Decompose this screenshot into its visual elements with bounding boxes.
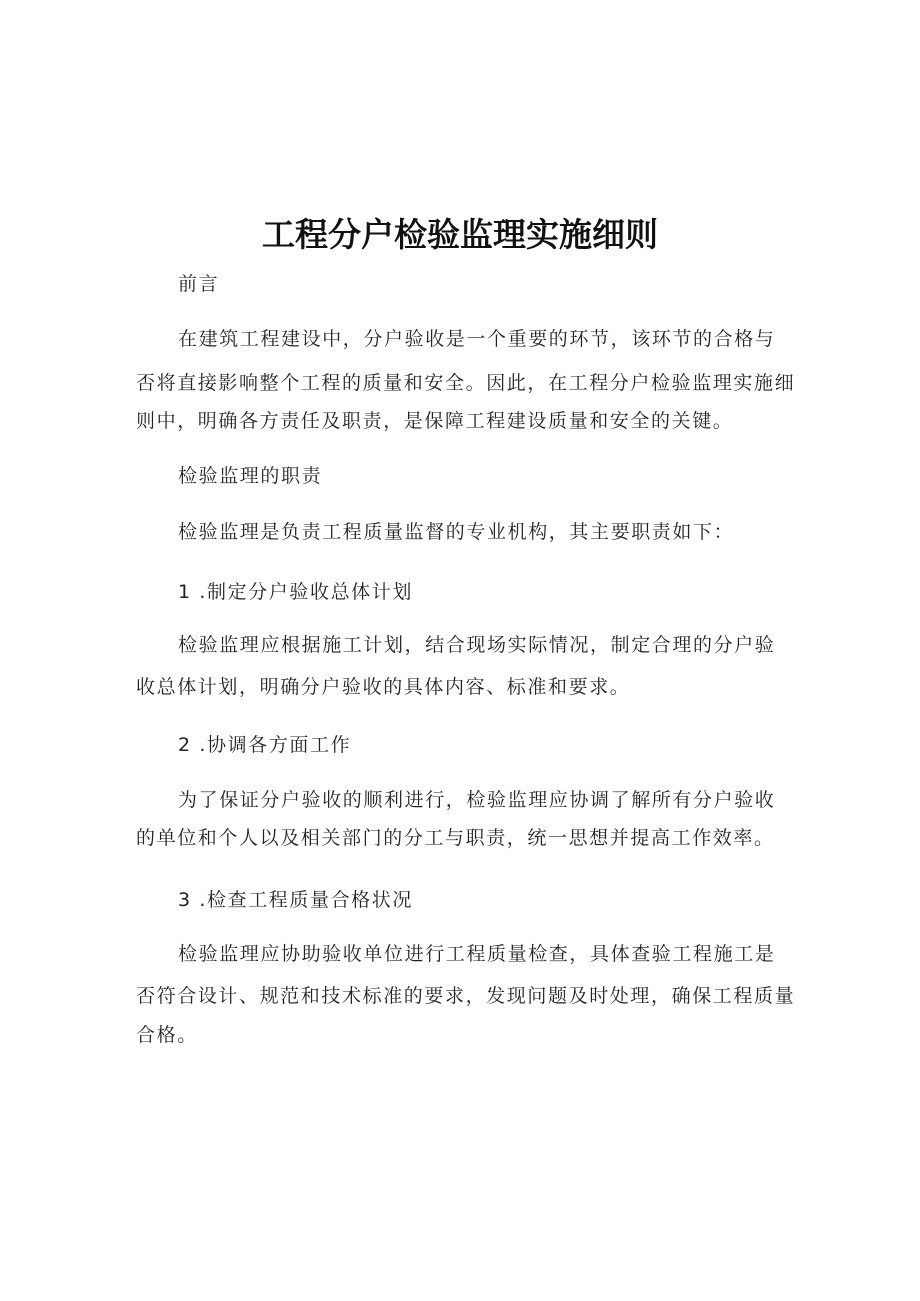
item-line: 为了保证分户验收的顺利进行，检验监理应协调了解所有分户验收 [178,789,776,811]
item-heading: 2 .协调各方面工作 [178,734,352,756]
duties-intro: 检验监理是负责工程质量监督的专业机构，其主要职责如下： [178,521,735,543]
item-line: 检验监理应根据施工计划，结合现场实际情况，制定合理的分户验 [178,634,776,656]
duties-heading: 检验监理的职责 [178,465,323,487]
preface-line: 则中，明确各方责任及职责，是保障工程建设质量和安全的关键。 [136,410,734,432]
document-title: 工程分户检验监理实施细则 [262,215,658,254]
item-heading: 1 .制定分户验收总体计划 [178,581,413,603]
preface-heading: 前言 [178,273,220,295]
item-line: 合格。 [136,1024,198,1046]
preface-line: 在建筑工程建设中，分户验收是一个重要的环节，该环节的合格与 [178,328,776,350]
item-line: 的单位和个人以及相关部门的分工与职责，统一思想并提高工作效率。 [136,827,775,849]
item-line: 否符合设计、规范和技术标准的要求，发现问题及时处理，确保工程质量 [136,985,796,1007]
item-line: 收总体计划，明确分户验收的具体内容、标准和要求。 [136,676,631,698]
item-line: 检验监理应协助验收单位进行工程质量检查，具体查验工程施工是 [178,943,776,965]
preface-line: 否将直接影响整个工程的质量和安全。因此，在工程分户检验监理实施细 [136,372,796,394]
item-heading: 3 .检查工程质量合格状况 [178,889,413,911]
